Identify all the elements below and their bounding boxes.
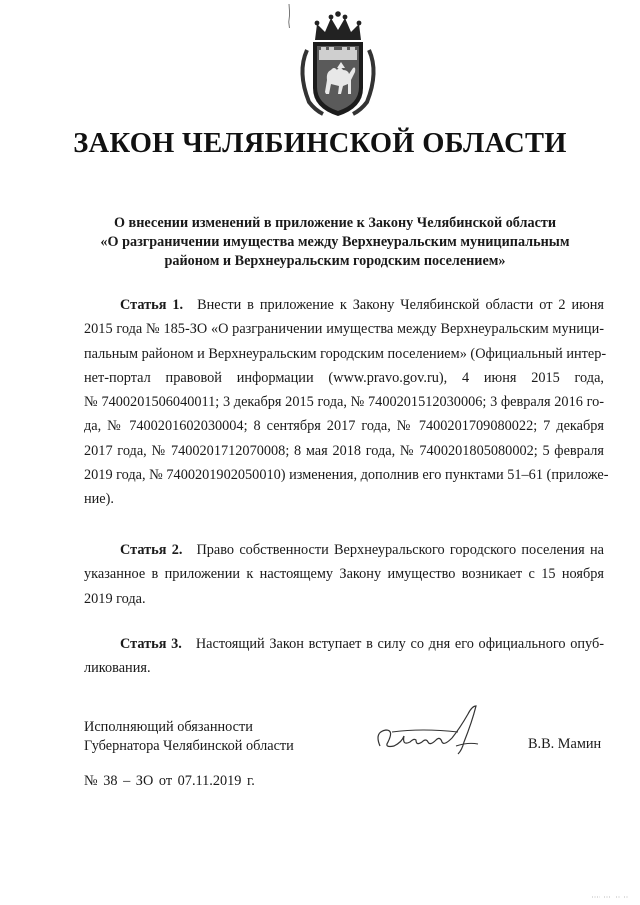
signatory-position — [84, 718, 294, 756]
article-label: Статья 1. — [120, 297, 184, 313]
signatory-position-line: Исполняющий обязанности — [84, 719, 253, 735]
article-2 — [84, 538, 604, 611]
article-3 — [84, 632, 604, 681]
signatory-name: В.В. Мамин — [528, 736, 602, 752]
scan-artifact — [590, 893, 630, 901]
article-text: Право собственности Верхнеуральского городского поселения на — [196, 542, 605, 558]
article-text: да, № 7400201602030004; 8 сентября 2017 года, № 7400201709080022; 7 декабря — [84, 418, 604, 435]
chelyabinsk-coat-of-arms-icon — [293, 10, 383, 122]
article-1 — [84, 293, 609, 512]
article-text: № 7400201506040011; 3 декабря 2015 года, № 7400201512030006; 3 февраля 2016 го- — [84, 394, 604, 411]
article-label: Статья 3. — [120, 636, 182, 652]
subtitle-line: районом и Верхнеуральским городским поселением» — [164, 253, 506, 269]
article-text: ликования. — [84, 660, 151, 677]
article-text: ние). — [84, 491, 114, 508]
law-subtitle — [60, 214, 610, 271]
signatory-position-line: Губернатора Челябинской области — [84, 738, 294, 754]
article-text: 2015 года № 185-ЗО «О разграничении имущества между Верхнеуральским муници- — [84, 321, 604, 338]
article-text: нет-портал правовой информации (www.pravo.gov.ru), 4 июня 2015 года, — [84, 369, 604, 386]
article-text: Внести в приложение к Закону Челябинской области от 2 июня — [197, 297, 605, 313]
article-text: указанное в приложении к настоящему Закону имущество возникает с 15 ноября — [84, 566, 604, 583]
subtitle-line: О внесении изменений в приложение к Закону Челябинской области — [113, 215, 557, 231]
article-text: 2019 года. — [84, 590, 146, 607]
law-number: № 38 – ЗО от 07.11.2019 г. — [84, 773, 255, 789]
article-text: Настоящий Закон вступает в силу со дня его официального опуб- — [195, 636, 604, 652]
subtitle-line: «О разграничении имущества между Верхнеуральским муниципальным — [100, 234, 570, 250]
article-label: Статья 2. — [120, 542, 183, 558]
pen-mark — [287, 4, 291, 28]
article-text: пальным районом и Верхнеуральским городским поселением» (Официальный интер- — [84, 345, 607, 362]
article-text: 2017 года, № 7400201712070008; 8 мая 2018 года, № 7400201805080002; 5 февраля — [84, 442, 604, 459]
handwritten-signature — [372, 702, 492, 758]
law-title: ЗАКОН ЧЕЛЯБИНСКОЙ ОБЛАСТИ — [73, 128, 567, 159]
article-text: 2019 года, № 7400201902050010) изменения, дополнив его пунктами 51–61 (приложе- — [84, 467, 609, 484]
